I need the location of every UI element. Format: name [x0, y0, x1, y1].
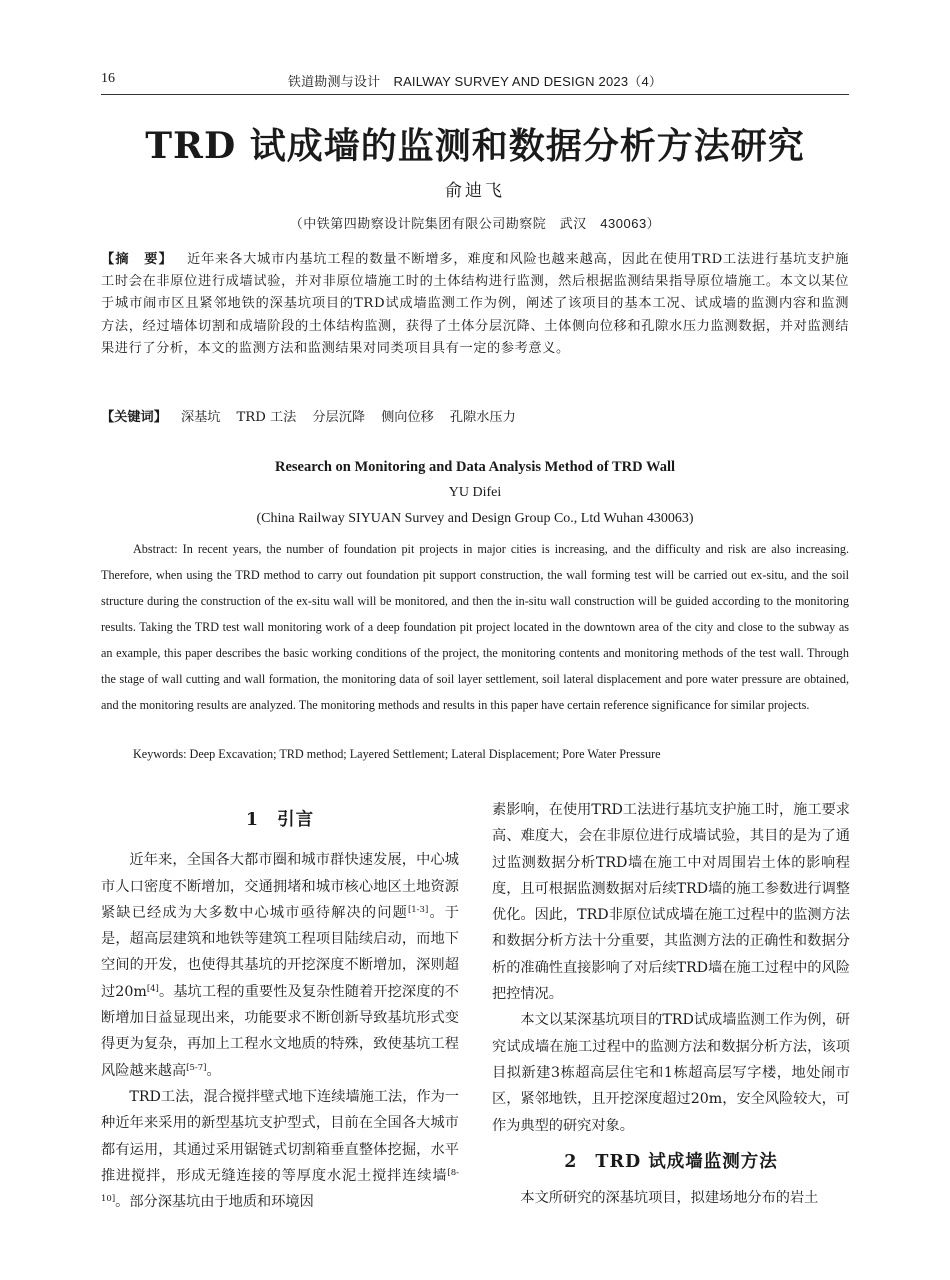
abstract-text: 近年来各大城市内基坑工程的数量不断增多，难度和风险也越来越高，因此在使用TRD工法进行基坑支护施工时会在非原位进行成墙试验，并对非原位墙施工时的土体结构进行监测，然后根据监测结果指导原位墙施工。本文以某位于城市闹市区且紧邻地铁的深基坑项目的TRD试成墙监测工作为例，阐述了该项目的基本工况、试成墙的监测内容和监测方法，经过墙体切割和成墙阶段的土体结构监测，获得了土体分层沉降、土体侧向位移和孔隙水压力监测数据，并对监测结果进行了分析，本文的监测方法和监测结果对同类项目具有一定的参考意义。 [101, 252, 849, 356]
body-column-left [101, 797, 459, 1215]
body-paragraph: 素影响，在使用TRD工法进行基坑支护施工时，施工要求高、难度大，会在非原位进行成墙试验，其目的是为了通过监测数据分析TRD墙在施工中对周围岩土体的影响程度，且可根据监测数据对后续TRD墙的施工参数进行调整优化。因此，TRD非原位试成墙在施工过程中的监测方法和数据分析方法十分重要，其监测方法的正确性和数据分析的准确性直接影响了对后续TRD墙在施工过程中的风险把控情况。 [492, 802, 850, 1003]
section-number: 1 [245, 810, 260, 830]
chinese-keywords [101, 406, 849, 429]
citation: [4] [146, 983, 159, 994]
keywords-label: 【关键词】 [101, 409, 167, 424]
citation: [5-7] [186, 1062, 207, 1073]
paragraph-text: 。部分深基坑由于地质和环境因 [115, 1194, 314, 1211]
citation: [1-3] [407, 904, 429, 915]
body-paragraph: 本文以某深基坑项目的TRD试成墙监测工作为例，研究试成墙在施工过程中的监测方法和数据分析方法，该项目拟新建3栋超高层住宅和1栋超高层写字楼，地处闹市区，紧邻地铁，且开挖深度超过20m，安全风险较大，可作为典型的研究对象。 [492, 1012, 850, 1134]
body-column-right [492, 797, 850, 1211]
paragraph-text: 。于是，超高层建筑和地铁等建筑工程项目陆续启动，而地下空间的开发，也使得其基坑的开挖深度不断增加，深则超过20m [101, 904, 459, 1000]
english-keywords: Keywords: Deep Excavation; TRD method; Layered Settlement; Lateral Displacement; Pore Water Pressure [133, 747, 661, 761]
section-title: TRD 试成墙监测方法 [595, 1151, 778, 1172]
body-paragraph [101, 1084, 459, 1215]
paragraph-text: 。 [206, 1062, 221, 1079]
body-paragraph: 本文所研究的深基坑项目，拟建场地分布的岩土 [520, 1190, 819, 1207]
section-title: 引言 [277, 810, 315, 830]
section-number: 2 [564, 1151, 578, 1172]
journal-name: 铁道勘测与设计 RAILWAY SURVEY AND DESIGN 2023（4） [287, 74, 663, 89]
author-name: 俞迪飞 [445, 181, 505, 201]
english-abstract: Abstract: In recent years, the number of foundation pit projects in major cities is increasing, and the difficulty and risk are also increasing. Therefore, when using the TRD method to carry out foundation pit support construction, the wall forming test will be carried out ex-situ, and the soil structure during the construction of the ex-situ wall will be monitored, and then the in-situ wall construction will be guided according to the monitoring results. Taking the TRD test wall monitoring work of a deep foundation pit project located in the downtown area of the city and close to the subway as an example, this paper describes the basic working conditions of the project, the monitoring contents and monitoring methods of the test wall. Through the stage of wall cutting and wall formation, the monitoring data of soil layer settlement, soil lateral displacement and pore water pressure are obtained, and the monitoring results are analyzed. The monitoring methods and results in this paper have certain reference significance for similar projects. [101, 542, 849, 712]
keyword: 孔隙水压力 [449, 410, 516, 425]
english-affiliation: (China Railway SIYUAN Survey and Design Group Co., Ltd Wuhan 430063) [256, 511, 694, 526]
citation: [8-10] [101, 1167, 459, 1205]
english-title: Research on Monitoring and Data Analysis Method of TRD Wall [275, 459, 675, 475]
keyword: 深基坑 [180, 410, 221, 425]
running-header [101, 68, 849, 95]
author-affiliation: （中铁第四勘察设计院集团有限公司勘察院 武汉 430063） [289, 216, 661, 231]
paper-title: TRD 试成墙的监测和数据分析方法研究 [145, 125, 805, 167]
section-heading [101, 807, 459, 833]
keyword: TRD 工法 [236, 410, 297, 425]
paragraph-text: TRD工法，混合搅拌壁式地下连续墙施工法，作为一种近年来采用的新型基坑支护型式，目前在全国各大城市都有运用，其通过采用锯链式切割箱垂直整体挖掘，水平推进搅拌，形成无缝连接的等厚度水泥土搅拌连续墙 [101, 1088, 459, 1184]
chinese-abstract [101, 248, 849, 360]
section-heading [492, 1149, 850, 1175]
abstract-label: 【摘 要】 [101, 251, 174, 266]
english-author: YU Difei [448, 485, 502, 500]
paragraph-text: 近年来，全国各大都市圈和城市群快速发展，中心城市人口密度不断增加，交通拥堵和城市核心地区土地资源紧缺已经成为大多数中心城市亟待解决的问题 [101, 852, 459, 921]
body-paragraph [101, 847, 459, 1084]
keyword: 侧向位移 [381, 410, 434, 425]
page-number: 16 [101, 71, 115, 86]
paragraph-text: 。基坑工程的重要性及复杂性随着开挖深度的不断增加日益显现出来，功能要求不断创新导致基坑形式变得更为复杂，再加上工程水文地质的特殊，致使基坑工程风险越来越高 [101, 983, 459, 1079]
keyword: 分层沉降 [312, 410, 366, 425]
